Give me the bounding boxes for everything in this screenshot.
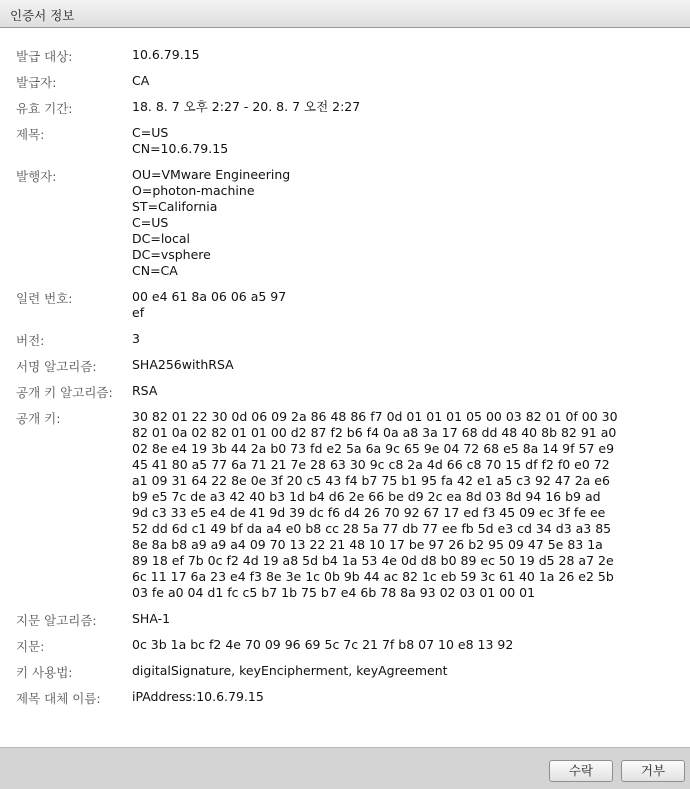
value-line: RSA (132, 383, 158, 398)
value-line: SHA256withRSA (132, 357, 234, 372)
value-line: 10.6.79.15 (132, 47, 200, 62)
field-label: 유효 기간: (16, 101, 73, 116)
field-label: 지문 알고리즘: (16, 613, 97, 628)
field-label: 서명 알고리즘: (16, 359, 97, 374)
value-line: C=US (132, 215, 169, 230)
field-value (132, 637, 513, 653)
field-label: 제목: (16, 127, 45, 142)
value-line: 18. 8. 7 오후 2:27 - 20. 8. 7 오전 2:27 (132, 99, 361, 114)
field-value (132, 663, 448, 679)
value-line: digitalSignature, keyEncipherment, keyAgreement (132, 663, 448, 678)
value-line: CN=CA (132, 263, 178, 278)
value-line: a1 09 31 64 22 8e 0e 3f 20 c5 43 f4 b7 75 b1 95 fa 42 e1 a5 c3 92 47 2a e6 (132, 473, 610, 488)
value-line: iPAddress:10.6.79.15 (132, 689, 264, 704)
field-value (132, 383, 157, 399)
value-line: 30 82 01 22 30 0d 06 09 2a 86 48 86 f7 0d 01 01 01 05 00 03 82 01 0f 00 30 (132, 409, 618, 424)
field-label: 버전: (16, 333, 45, 348)
value-line: 8e 8a b8 a9 a9 a4 09 70 13 22 21 48 10 17 be 97 26 b2 95 09 47 5e 83 1a (132, 537, 603, 552)
value-line: 03 fe a0 04 d1 fc c5 b7 1b 75 b7 e4 6b 78 8a 93 02 03 01 00 01 (132, 585, 536, 600)
value-line: OU=VMware Engineering (132, 167, 291, 182)
value-line: 3 (132, 331, 140, 346)
value-line: DC=local (132, 231, 190, 246)
field-label: 지문: (16, 639, 45, 654)
value-line: 6c 11 17 6a 23 e4 f3 8e 3e 1c 0b 9b 44 ac 82 1c eb 59 3c 61 40 1a 26 e2 5b (132, 569, 614, 584)
value-line: 45 41 80 a5 77 6a 71 21 7e 28 63 30 9c c8 2a 4d 66 c8 70 15 df f2 f0 e0 72 (132, 457, 610, 472)
value-line: C=US (132, 125, 169, 140)
dialog-title: 인증서 정보 (10, 8, 75, 23)
field-label: 제목 대체 이름: (16, 691, 101, 706)
field-label: 공개 키 알고리즘: (16, 385, 113, 400)
value-line: SHA-1 (132, 611, 171, 626)
field-value (132, 331, 140, 347)
field-value (132, 289, 286, 321)
field-value (132, 99, 360, 115)
field-label: 발급 대상: (16, 49, 73, 64)
value-line: CA (132, 73, 150, 88)
value-line: CN=10.6.79.15 (132, 141, 229, 156)
field-value (132, 689, 264, 705)
field-label: 공개 키: (16, 411, 61, 426)
dialog-footer (0, 747, 690, 789)
value-line: O=photon-machine (132, 183, 255, 198)
value-line: DC=vsphere (132, 247, 211, 262)
value-line: 89 18 ef 7b 0c f2 4d 19 a8 5d b4 1a 53 4e 0d d8 b0 89 ec 50 19 d5 28 a7 2e (132, 553, 614, 568)
field-value (132, 611, 170, 627)
value-line: 9d c3 33 e5 e4 de 41 9d 39 dc f6 d4 26 70 92 67 17 ed f3 45 09 ec 3f fe ee (132, 505, 606, 520)
accept-button[interactable]: 수락 (549, 760, 613, 782)
value-line: ST=California (132, 199, 218, 214)
value-line: 00 e4 61 8a 06 06 a5 97 (132, 289, 287, 304)
field-label: 키 사용법: (16, 665, 73, 680)
field-label: 발급자: (16, 75, 57, 90)
value-line: 02 8e e4 19 3b 44 2a b0 73 fd e2 5a 6a 9c 65 9e 04 72 68 e5 8a 14 9f 57 e9 (132, 441, 615, 456)
certificate-details (0, 29, 690, 747)
field-label: 일련 번호: (16, 291, 73, 306)
value-line: 52 dd 6d c1 49 bf da a4 e0 b8 cc 28 5a 77 db 77 ee fb 5d e3 cd 34 d3 a3 85 (132, 521, 612, 536)
field-label: 발행자: (16, 169, 57, 184)
field-value (132, 357, 234, 373)
value-line: ef (132, 305, 145, 320)
field-value (132, 47, 200, 63)
dialog-titlebar[interactable] (0, 0, 690, 28)
field-value (132, 167, 290, 279)
value-line: 82 01 0a 02 82 01 01 00 d2 87 f2 b6 f4 0a a8 3a 17 68 dd 48 40 8b 82 91 a0 (132, 425, 617, 440)
reject-button[interactable]: 거부 (621, 760, 685, 782)
value-line: b9 e5 7c de a3 42 40 b3 1d b4 d6 2e 66 be d9 2c ea 8d 03 8d 94 16 b9 ad (132, 489, 601, 504)
value-line: 0c 3b 1a bc f2 4e 70 09 96 69 5c 7c 21 7f b8 07 10 e8 13 92 (132, 637, 514, 652)
field-value (132, 73, 149, 89)
field-value (132, 409, 618, 601)
field-value (132, 125, 228, 157)
